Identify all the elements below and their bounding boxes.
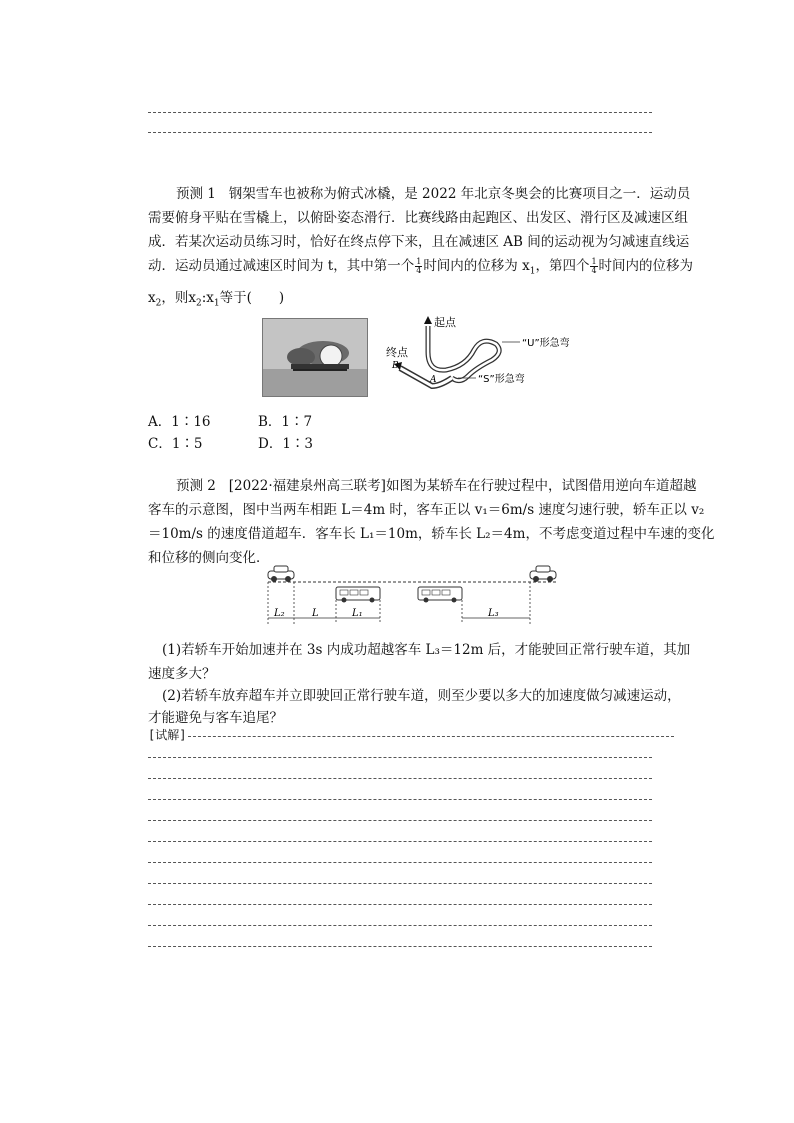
q2-sub1-line-1: (1)若轿车开始加速并在 3s 内成功超越客车 L₃＝12m 后，才能驶回正常行驶车道，其加 (162, 642, 691, 658)
q1-line-4: 动．运动员通过减速区时间为 t，其中第一个 $\frac{1}{4}$ 时间内的位移为 $x_1$，第四个 $\frac{1}{4}$ 时间内的位移为 (148, 257, 694, 277)
u-turn-label: “U”形急弯 (522, 338, 570, 349)
answer-line[interactable] (148, 946, 652, 947)
option-a[interactable]: A．1∶16 (148, 414, 211, 430)
answer-line[interactable] (148, 925, 652, 926)
car-right-icon (530, 566, 556, 582)
q1-line-5: $x_2$，则$x_2:x_1$等于( ) (148, 290, 285, 309)
end-label: 终点 (386, 346, 408, 359)
answer-line[interactable] (148, 757, 652, 758)
point-b-label: B (392, 361, 399, 371)
q1-line-3: 成．若某次运动员练习时，恰好在终点停下来，且在减速区 AB 间的运动视为匀减速直线运 (148, 234, 690, 250)
option-b[interactable]: B．1∶7 (258, 414, 313, 430)
l3-label: L₃ (488, 608, 499, 619)
q1-line-1: 预测 1 钢架雪车也被称为俯式冰橇，是 2022 年北京冬奥会的比赛项目之一．运动员 (176, 186, 691, 202)
answer-line[interactable] (188, 736, 674, 737)
overtaking-diagram (262, 562, 562, 630)
fraction-quarter: $\frac{1}{4}$ (416, 257, 422, 275)
answer-line[interactable] (148, 778, 652, 779)
q2-line-4: 和位移的侧向变化． (148, 550, 270, 566)
answer-line[interactable] (148, 841, 652, 842)
fraction-quarter: $\frac{1}{4}$ (591, 257, 597, 275)
answer-line (148, 112, 652, 113)
q2-line-2: 客车的示意图，图中当两车相距 L＝4m 时，客车正以 v₁＝6m/s 速度匀速行驶，轿车正以 v₂ (148, 502, 705, 518)
l2-label: L₂ (274, 608, 285, 619)
answer-line[interactable] (148, 862, 652, 863)
q2-line-1: 预测 2 [2022·福建泉州高三联考]如图为某轿车在行驶过程中，试图借用逆向车道超越 (176, 478, 697, 494)
q2-label: 预测 2 (176, 478, 216, 494)
start-label: 起点 (434, 316, 456, 329)
s-turn-label: “S”形急弯 (478, 374, 525, 385)
bus-1-icon (336, 587, 380, 603)
q2-sub2-line-1: (2)若轿车放弃超车并立即驶回正常行驶车道，则至少要以多大的加速度做匀减速运动， (162, 688, 681, 704)
q1-line-2: 需要俯身平贴在雪橇上，以俯卧姿态滑行．比赛线路由起跑区、出发区、滑行区及减速区组 (148, 210, 688, 226)
option-c[interactable]: C．1∶5 (148, 436, 203, 452)
skeleton-sled-photo (262, 318, 368, 397)
answer-line[interactable] (148, 799, 652, 800)
car-left-icon (268, 566, 294, 582)
q2-sub1-line-2: 速度多大？ (148, 666, 216, 682)
answer-line[interactable] (148, 904, 652, 905)
answer-line (148, 132, 652, 133)
track-diagram (380, 312, 600, 404)
answer-label: [试解] (148, 728, 187, 742)
option-d[interactable]: D．1∶3 (258, 436, 314, 452)
q2-sub2-line-2: 才能避免与客车追尾？ (148, 710, 283, 726)
answer-line[interactable] (148, 883, 652, 884)
q2-line-3: ＝10m/s 的速度借道超车．客车长 L₁＝10m，轿车长 L₂＝4m，不考虑变道过程中车速的变化 (148, 526, 715, 542)
bus-2-icon (418, 587, 462, 603)
q1-label: 预测 1 (176, 186, 216, 202)
l-label: L (312, 608, 319, 619)
l1-label: L₁ (352, 608, 363, 619)
answer-line[interactable] (148, 820, 652, 821)
point-a-label: A (430, 375, 437, 385)
